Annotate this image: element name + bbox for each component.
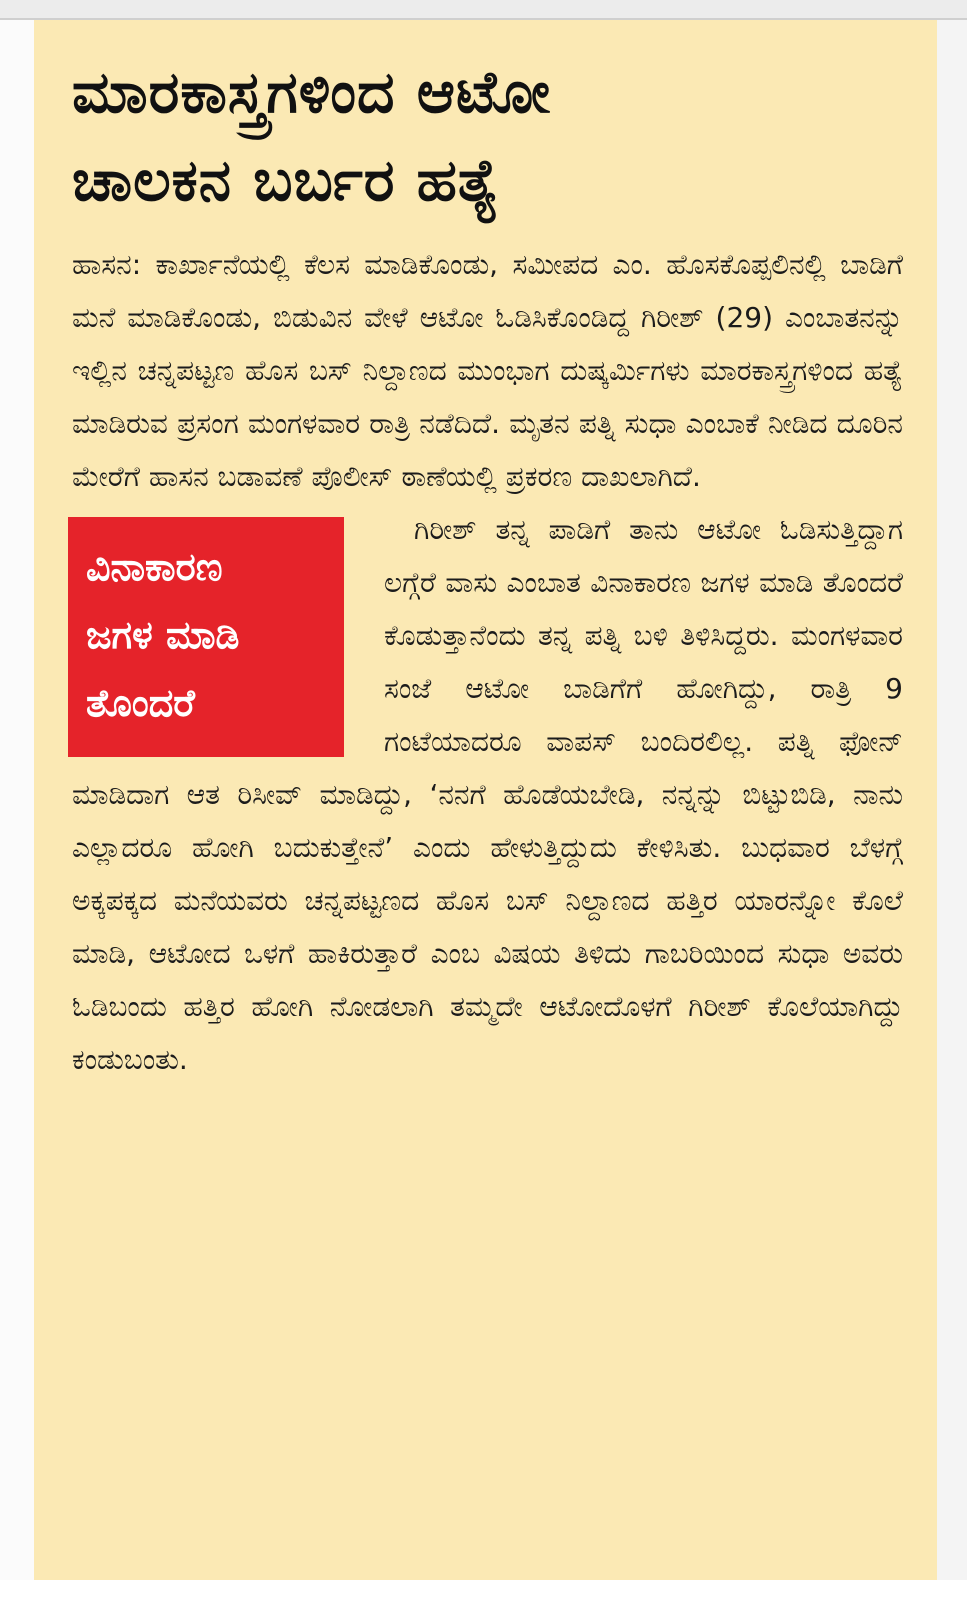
headline [72, 48, 903, 224]
pull-quote-line-1: ವಿನಾಕಾರಣ [86, 545, 223, 589]
newspaper-clipping [34, 20, 937, 1580]
article-body [72, 238, 903, 1086]
headline-line-1: ಮಾರಕಾಸ್ತ್ರಗಳಿಂದ ಆಟೋ [72, 58, 551, 126]
right-margin [937, 20, 967, 1580]
pull-quote-box [68, 517, 344, 757]
pull-quote-line-2: ಜಗಳ ಮಾಡಿ [86, 613, 240, 657]
left-margin [0, 20, 34, 1580]
top-bar [0, 0, 967, 20]
headline-line-2: ಚಾಲಕನ ಬರ್ಬರ ಹತ್ಯೆ [72, 146, 500, 214]
article-paragraph-1: ಹಾಸನ: ಕಾರ್ಖಾನೆಯಲ್ಲಿ ಕೆಲಸ ಮಾಡಿಕೊಂಡು, ಸಮೀಪದ ಎಂ. ಹೊಸಕೊಪ್ಪಲಿನಲ್ಲಿ ಬಾಡಿಗೆ ಮನೆ ಮಾಡಿಕೊಂಡು, ಬಿಡುವಿನ ವೇಳೆ ಆಟೋ ಓಡಿಸಿಕೊಂಡಿದ್ದ ಗಿರೀಶ್ (29) ಎಂಬಾತನನ್ನು ಇಲ್ಲಿನ ಚನ್ನಪಟ್ಟಣ ಹೊಸ ಬಸ್ ನಿಲ್ದಾಣದ ಮುಂಭಾಗ ದುಷ್ಕರ್ಮಿಗಳು ಮಾರಕಾಸ್ತ್ರಗಳಿಂದ ಹತ್ಯೆ ಮಾಡಿರುವ ಪ್ರಸಂಗ ಮಂಗಳವಾರ ರಾತ್ರಿ ನಡೆದಿದೆ. ಮೃತನ ಪತ್ನಿ ಸುಧಾ ಎಂಬಾಕೆ ನೀಡಿದ ದೂರಿನ ಮೇರೆಗೆ ಹಾಸನ ಬಡಾವಣೆ ಪೊಲೀಸ್ ಠಾಣೆಯಲ್ಲಿ ಪ್ರಕರಣ ದಾಖಲಾಗಿದೆ. [72, 248, 903, 493]
article-paragraph-2: ಗಿರೀಶ್ ತನ್ನ ಪಾಡಿಗೆ ತಾನು ಆಟೋ ಓಡಿಸುತ್ತಿದ್ದಾಗ ಲಗ್ಗೆರೆ ವಾಸು ಎಂಬಾತ ವಿನಾಕಾರಣ ಜಗಳ ಮಾಡಿ ತೊಂದರೆ ಕೊಡುತ್ತಾನೆಂದು ತನ್ನ ಪತ್ನಿ ಬಳಿ ತಿಳಿಸಿದ್ದರು. ಮಂಗಳವಾರ ಸಂಜೆ ಆಟೋ ಬಾಡಿಗೆಗೆ ಹೋಗಿದ್ದು, ರಾತ್ರಿ 9 ಗಂಟೆಯಾದರೂ ವಾಪಸ್ ಬಂದಿರಲಿಲ್ಲ. ಪತ್ನಿ ಫೋನ್ ಮಾಡಿದಾಗ ಆತ ರಿಸೀವ್ ಮಾಡಿದ್ದು, ‘ನನಗೆ ಹೊಡೆಯಬೇಡಿ, ನನ್ನನ್ನು ಬಿಟ್ಟುಬಿಡಿ, ನಾನು ಎಲ್ಲಾದರೂ ಹೋಗಿ ಬದುಕುತ್ತೇನೆ’ ಎಂದು ಹೇಳುತ್ತಿದ್ದುದು ಕೇಳಿಸಿತು. ಬುಧವಾರ ಬೆಳಗ್ಗೆ ಅಕ್ಕಪಕ್ಕದ ಮನೆಯವರು ಚನ್ನಪಟ್ಟಣದ ಹೊಸ ಬಸ್ ನಿಲ್ದಾಣದ ಹತ್ತಿರ ಯಾರನ್ನೋ ಕೊಲೆ ಮಾಡಿ, ಆಟೋದ ಒಳಗೆ ಹಾಕಿರುತ್ತಾರೆ ಎಂಬ ವಿಷಯ ತಿಳಿದು ಗಾಬರಿಯಿಂದ ಸುಧಾ ಅವರು ಓಡಿಬಂದು ಹತ್ತಿರ ಹೋಗಿ ನೋಡಲಾಗಿ ತಮ್ಮದೇ ಆಟೋದೊಳಗೆ ಗಿರೀಶ್ ಕೊಲೆಯಾಗಿದ್ದು ಕಂಡುಬಂತು. [72, 513, 903, 1076]
pull-quote-line-3: ತೊಂದರೆ [86, 681, 195, 725]
